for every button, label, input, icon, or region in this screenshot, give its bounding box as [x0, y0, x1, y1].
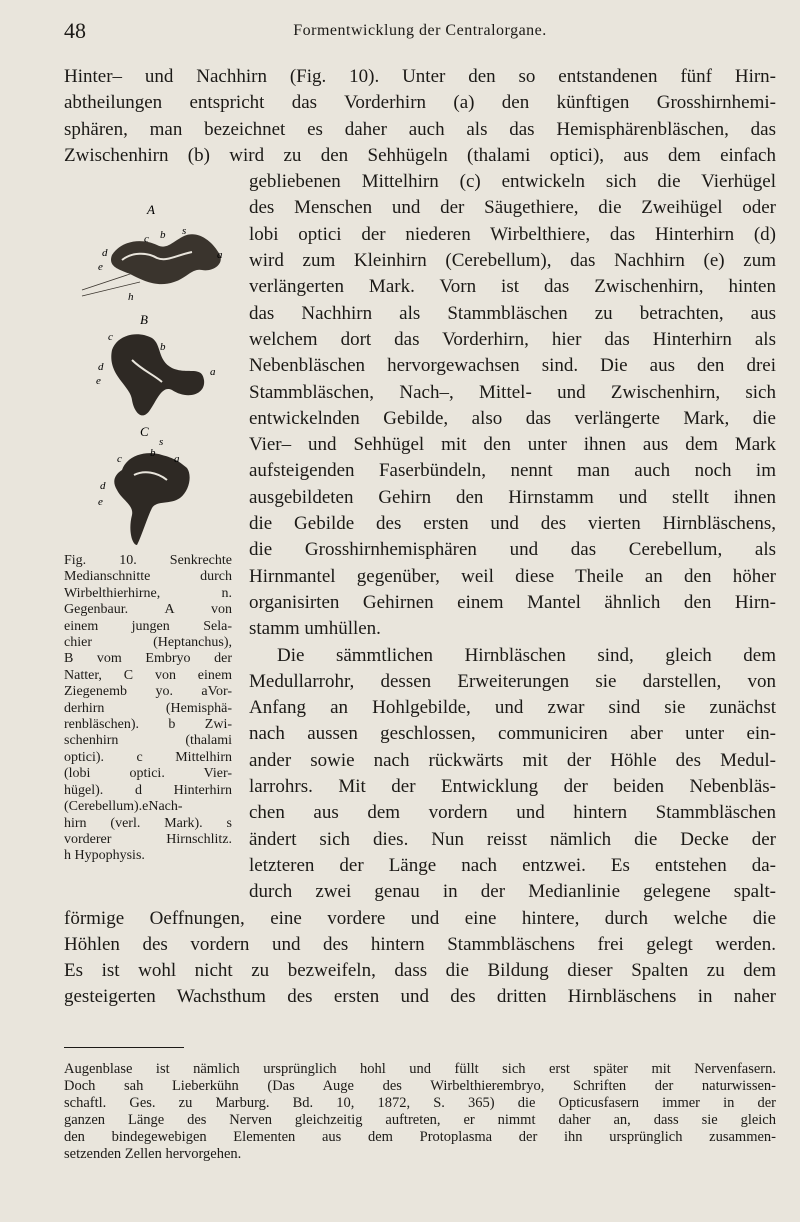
body-line: stamm umhüllen.	[249, 618, 381, 640]
footnote-line: Augenblase ist nämlich ursprünglich hohl und füllt sich erst später mit Nervenfasern.	[64, 1061, 776, 1077]
body-line: Höhlen des vordern und des hintern Stammbläschens frei gelegt werden.	[64, 933, 776, 955]
body-line: die Gebilde des ersten und des vierten Hirnbläschens,	[249, 513, 776, 535]
caption-line: derhirn (Hemisphä-	[64, 700, 232, 716]
body-line: Medullarrohr, dessen Erweiterungen sie darstellen, von	[249, 670, 776, 692]
body-line: ändert sich dies. Nun reisst nämlich die Decke der	[249, 828, 776, 850]
footnote-line: setzenden Zellen hervorgehen.	[64, 1146, 242, 1162]
body-line: des Menschen und der Säugethiere, die Zweihügel oder	[249, 197, 776, 219]
caption-line: Wirbelthierhirne, n.	[64, 585, 232, 601]
caption-line: schenhirn (thalami	[64, 733, 232, 749]
caption-line: Gegenbaur. A von	[64, 602, 232, 618]
caption-line: hirn (verl. Mark). s	[64, 815, 232, 831]
label-C: C	[140, 424, 149, 439]
label-d: d	[102, 247, 108, 259]
label-A: A	[147, 202, 155, 217]
footnote-line: schaftl. Ges. zu Marburg. Bd. 10, 1872, S. 365) die Opticusfasern immer in der	[64, 1095, 776, 1111]
footnote-line: Doch sah Lieberkühn (Das Auge des Wirbelthierembryo, Schriften der naturwissen-	[64, 1078, 776, 1094]
body-line: Die sämmtlichen Hirnbläschen sind, gleich dem	[277, 644, 776, 666]
body-line: gesteigerten Wachsthum des ersten und des dritten Hirnbläschens in naher	[64, 986, 776, 1008]
body-line: verlängerten Mark. Vorn ist das Zwischenhirn, hinten	[249, 276, 776, 298]
caption-line: Ziegenemb yo. aVor-	[64, 684, 232, 700]
label-a: a	[174, 453, 180, 465]
drawing-C-shape	[114, 453, 189, 545]
body-line: Stammbläschen, Nach–, Mittel- und Zwischenhirn, sich	[249, 381, 776, 403]
label-B: B	[140, 312, 148, 327]
caption-line: h Hypophysis.	[64, 848, 145, 864]
body-line: lobi optici der niederen Wirbelthiere, das Hinterhirn (d)	[249, 223, 776, 245]
label-a: a	[210, 366, 216, 378]
body-line: entwickelnden Gebilde, also das verlängerte Mark, die	[249, 407, 776, 429]
figure-caption	[64, 553, 232, 865]
caption-line: Natter, C von einem	[64, 667, 232, 683]
body-line: Hirnmantel gegenüber, weil diese Theile an den höher	[249, 565, 776, 587]
label-b: b	[160, 229, 166, 241]
body-line: Hinter– und Nachhirn (Fig. 10). Unter den so entstandenen fünf Hirn-	[64, 66, 776, 87]
label-a: a	[217, 249, 223, 261]
caption-line: (lobi optici. Vier-	[64, 766, 232, 782]
caption-line: einem jungen Sela-	[64, 618, 232, 634]
label-d: d	[98, 361, 104, 373]
body-line: welchem dort das Vorderhirn, hier das Hinterhirn als	[249, 328, 776, 350]
label-c: c	[117, 453, 122, 465]
caption-line: B vom Embryo der	[64, 651, 232, 667]
body-line: Vier– und Sehhügel mit den unter ihnen aus dem Mark	[249, 434, 776, 456]
caption-line: (Cerebellum).eNach-	[64, 799, 183, 815]
label-b: b	[160, 341, 166, 353]
caption-line: vorderer Hirnschlitz.	[64, 831, 232, 847]
body-line: nach aussen geschlossen, communiciren aber unter ein-	[249, 723, 776, 745]
body-line: larrohrs. Mit der Entwicklung der beiden Nebenbläs-	[249, 776, 776, 798]
page-header	[64, 18, 776, 48]
caption-line: chier (Heptanchus),	[64, 635, 232, 651]
drawing-B-shape	[111, 334, 204, 415]
body-line: wird zum Kleinhirn (Cerebellum), das Nachhirn (e) zum	[249, 250, 776, 272]
body-line: die Grosshirnhemisphären und das Cerebellum, als	[249, 539, 776, 561]
body-line: Anfang an Hohlgebilde, und zwar sind sie zunächst	[249, 697, 776, 719]
label-h: h	[128, 291, 134, 303]
footnote-rule	[64, 1047, 184, 1048]
caption-line: optici). c Mittelhirn	[64, 749, 232, 765]
body-line: gebliebenen Mittelhirn (c) entwickeln sich die Vierhügel	[249, 171, 776, 193]
caption-line: hügel). d Hinterhirn	[64, 782, 232, 798]
body-line: Es ist wohl nicht zu bezweifeln, dass die Bildung dieser Spalten zu dem	[64, 960, 776, 982]
caption-line: renbläschen). b Zwi-	[64, 717, 232, 733]
body-line: sphären, man bezeichnet es daher auch als das Hemisphärenbläschen, das	[64, 118, 776, 140]
body-line: Zwischenhirn (b) wird zu den Sehhügeln (thalami optici), aus dem einfach	[64, 144, 776, 166]
footnote	[64, 1061, 776, 1163]
footnote-line: ganzen Länge des Nerven gleichzeitig auftreten, er nimmt daher an, dass sie gleich	[64, 1112, 776, 1128]
body-line: aufsteigenden Faserbündeln, nennt man auch noch im	[249, 460, 776, 482]
figure-drawing	[62, 200, 237, 550]
label-e: e	[96, 375, 101, 387]
label-e: e	[98, 261, 103, 273]
body-line: das Nachhirn als Stammbläschen zu betrachten, aus	[249, 302, 776, 324]
body-line: ander sowie nach rückwärts mit der Höhle des Medul-	[249, 749, 776, 771]
body-line: chen aus dem vordern und hintern Stammbläschen	[249, 802, 776, 824]
caption-line: Fig. 10. Senkrechte	[64, 553, 232, 568]
running-head: Formentwicklung der Centralorgane.	[293, 22, 547, 39]
label-c: c	[108, 331, 113, 343]
body-line: organisirten Gehirnen einem Mantel ähnlich den Hirn-	[249, 591, 776, 613]
brain-section-figure	[62, 200, 237, 550]
body-line: abtheilungen entspricht das Vorderhirn (a) den künftigen Grosshirnhemi-	[64, 92, 776, 114]
label-s: s	[159, 436, 164, 448]
body-line: letzteren der Länge nach entzwei. Es entstehen da-	[249, 854, 776, 876]
caption-line: Medianschnitte durch	[64, 569, 232, 585]
label-s: s	[182, 225, 187, 237]
label-e: e	[98, 496, 103, 508]
body-line: förmige Oeffnungen, eine vordere und eine hintere, durch welche die	[64, 907, 776, 929]
footnote-line: den bindegewebigen Elementen aus dem Protoplasma der ihn ursprünglich zusammen-	[64, 1129, 776, 1145]
body-line: ausgebildeten Gehirn den Hirnstamm und stellt ihnen	[249, 486, 776, 508]
body-line: durch zwei genau in der Medianlinie gelegene spalt-	[249, 881, 776, 903]
label-d: d	[100, 480, 106, 492]
body-line: Nebenbläschen hervorgewachsen sind. Die aus den drei	[249, 355, 776, 377]
page-number: 48	[64, 18, 86, 43]
label-c: c	[144, 233, 149, 245]
label-b: b	[150, 447, 156, 459]
